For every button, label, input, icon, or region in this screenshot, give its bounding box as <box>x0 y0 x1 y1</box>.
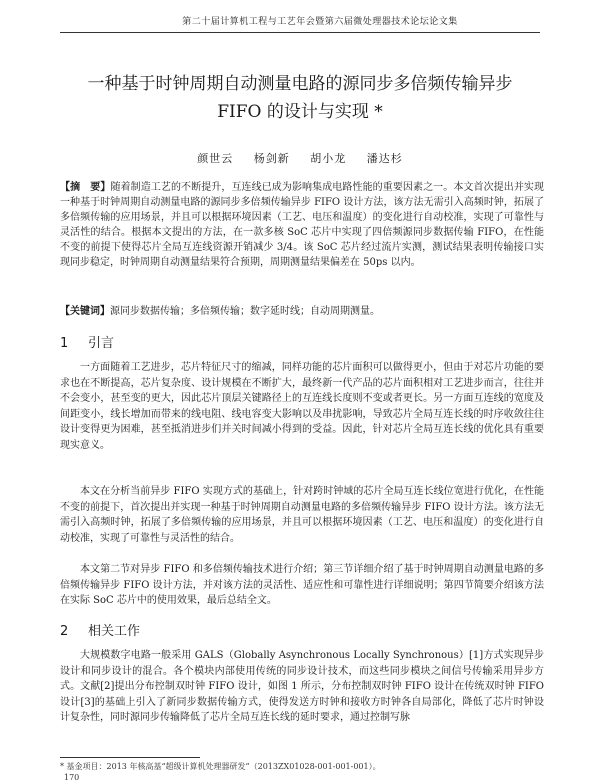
paragraph: 大规模数字电路一般采用 GALS（Globally Asynchronous Locally Synchronous）[1]方式实现异步设计和同步设计的混合。各个模块内部使用传统的同步设计技术，而这些同步模块之间信号传输采用异步方式。文献[2]提出分布控制双时钟 FIFO 设计，如图 1 所示，分布控制双时钟 FIFO 设计在传统双时钟 FIFO 设计[3]的基础上引入了新同步数据传输方式，使得发送方时钟和接收方时钟各自局部化，降低了芯片时钟设计复杂性，同时源同步传输降低了芯片全局互连长线的延时要求，通过控制写脉 <box>60 650 544 723</box>
section-title: 相关工作 <box>88 624 141 639</box>
author: 潘达杉 <box>366 152 403 165</box>
section-heading-introduction <box>60 332 114 351</box>
paper-title <box>50 70 550 126</box>
author: 杨剑新 <box>253 152 290 165</box>
section-title: 引言 <box>88 336 115 351</box>
header-divider <box>60 32 540 33</box>
section-number: 2 <box>60 624 69 639</box>
running-header: 第二十届计算机工程与工艺年会暨第六届微处理器技术论坛论文集 <box>182 17 458 27</box>
abstract-text: 随着制造工艺的不断提升，互连线已成为影响集成电路性能的重要因素之一。本文首次提出并实现一种基于时钟周期自动测量电路的源同步多倍频传输异步 FIFO 设计方法，该方法无需引入高频时钟，拓展了多倍频传输的应用场景，并且可以根据环境因素（工艺、电压和温度）的变化进行自动校准，实现了可靠性与灵活性的结合。根据本文提出的方法，在一款多核 SoC 芯片中实现了四倍频源同步数据传输 FIFO，在性能不变的前提下使得芯片全局互连线资源开销减少 3/4。该 SoC 芯片经过流片实测，测试结果表明传输接口实现同步稳定，时钟周期自动测量结果符合预期，周期测量结果偏差在 50ps 以内。 <box>60 182 545 268</box>
section-heading-related-work <box>60 620 140 639</box>
footnote: * 基金项目：2013 年核高基“超级计算机处理器研发”（2013ZX01028-001-001-001）。 <box>60 762 381 771</box>
abstract-label: 【摘 要】 <box>60 182 111 193</box>
keywords <box>60 304 544 319</box>
author-list <box>60 150 540 166</box>
author: 颜世云 <box>197 152 234 165</box>
section-number: 1 <box>60 336 69 351</box>
paragraph: 一方面随着工艺进步，芯片特征尺寸的缩减，同样功能的芯片面积可以做得更小，但由于对芯片功能的要求也在不断提高，芯片复杂度、设计规模在不断扩大，最终新一代产品的芯片面积相对工艺进步而言，往往并不会变小，甚至变的更大，因此芯片顶层关键路径上的互连线长度则不变或者更长。另一方面互连线的宽度及间距变小，线长增加而带来的线电阻、线电容变大影响以及串扰影响，导致芯片全局互连长线的时序收敛往往设计变得更为困难，甚至抵消进步们并关时间减小得到的受益。因此，针对芯片全局互连长线的优化具有重要现实意义。 <box>60 362 544 451</box>
paragraph: 本文第二节对异步 FIFO 和多倍频传输技术进行介绍；第三节详细介绍了基于时钟周期自动测量电路的多倍频传输异步 FIFO 设计方法，并对该方法的灵活性、适应性和可靠性进行详细说明；第四节简要介绍该方法在实际 SoC 芯片中的使用效果，最后总结全文。 <box>60 564 544 606</box>
keywords-label: 【关键词】 <box>60 306 110 317</box>
paper-title-line-1: 一种基于时钟周期自动测量电路的源同步多倍频传输异步 <box>87 74 513 94</box>
abstract <box>60 180 544 270</box>
page-number: 170 <box>64 773 80 782</box>
footnote-divider <box>60 757 200 758</box>
paper-title-line-2: FIFO 的设计与实现 * <box>217 102 383 122</box>
paragraph: 本文在分析当前异步 FIFO 实现方式的基础上，针对跨时钟域的芯片全局互连长线位宽进行优化，在性能不变的前提下，首次提出并实现一种基于时钟周期自动测量电路的多倍频传输异步 FIFO 设计方法。该方法无需引入高频时钟，拓展了多倍频传输的应用场景，并且可以根据环境因素（工艺、电压和温度）的变化进行自动校准，实现了可靠性与灵活性的结合。 <box>60 486 544 544</box>
author: 胡小龙 <box>310 152 347 165</box>
keywords-text: 源同步数据传输；多倍频传输；数字延时线；自动周期测量。 <box>110 306 380 317</box>
